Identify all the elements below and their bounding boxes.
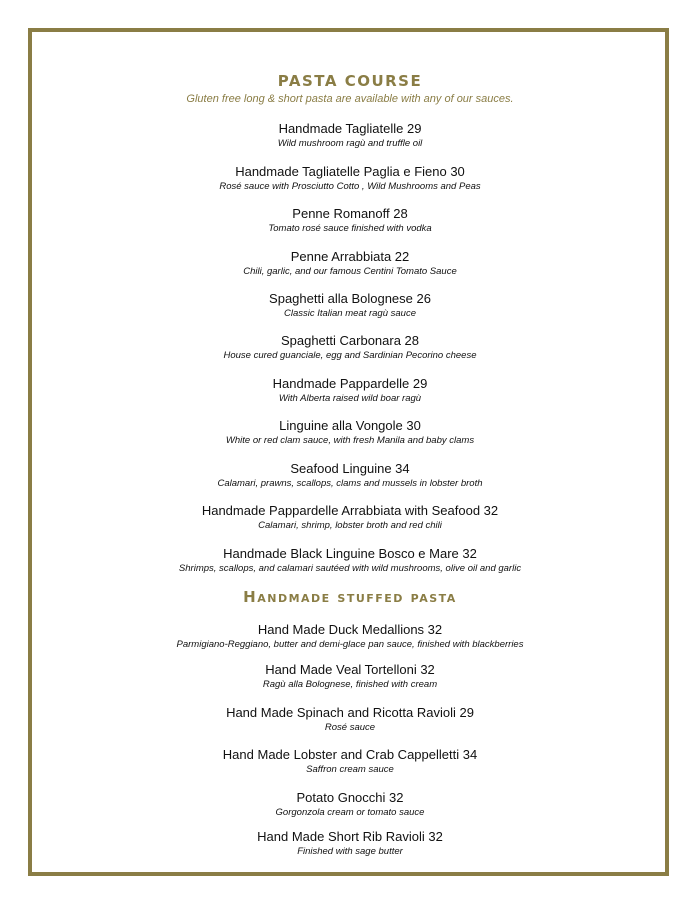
pasta-course-title: PASTA COURSE	[277, 72, 423, 90]
menu-item-description: Chili, garlic, and our famous Centini Tomato Sauce	[243, 266, 457, 277]
menu-item	[0, 705, 700, 734]
menu-item-description: Saffron cream sauce	[306, 764, 394, 775]
menu-item	[0, 121, 700, 150]
menu-item-name: Handmade Tagliatelle Paglia e Fieno 30	[235, 164, 465, 179]
menu-item-name: Hand Made Short Rib Ravioli 32	[257, 829, 443, 844]
menu-item	[0, 790, 700, 819]
menu-item	[0, 376, 700, 405]
menu-item-name: Hand Made Veal Tortelloni 32	[265, 662, 435, 677]
menu-item-description: Classic Italian meat ragù sauce	[283, 308, 416, 319]
menu-item-name: Penne Arrabbiata 22	[290, 249, 410, 264]
menu-item-name: Hand Made Duck Medallions 32	[257, 622, 443, 637]
menu-item-description: Calamari, shrimp, lobster broth and red chili	[258, 520, 442, 531]
menu-item	[0, 249, 700, 278]
menu-item-description: Finished with sage butter	[297, 846, 403, 857]
menu-item-name: Penne Romanoff 28	[292, 206, 408, 221]
menu-item-name: Spaghetti Carbonara 28	[280, 333, 420, 348]
menu-item	[0, 503, 700, 532]
menu-item-description: Calamari, prawns, scallops, clams and mussels in lobster broth	[217, 478, 483, 489]
menu-item-name: Handmade Black Linguine Bosco e Mare 32	[223, 546, 477, 561]
menu-item-description: White or red clam sauce, with fresh Manila and baby clams	[225, 435, 475, 446]
menu-item-name: Handmade Pappardelle Arrabbiata with Seafood 32	[201, 503, 499, 518]
menu-item-description: Tomato rosé sauce finished with vodka	[268, 223, 432, 234]
menu-item-name: Hand Made Spinach and Ricotta Ravioli 29	[226, 705, 474, 720]
pasta-course-subtitle: Gluten free long & short pasta are available with any of our sauces.	[186, 93, 514, 105]
menu-item	[0, 333, 700, 362]
menu-item	[0, 622, 700, 651]
menu-item	[0, 461, 700, 490]
menu-item	[0, 546, 700, 575]
menu-item	[0, 662, 700, 691]
menu-item-description: Parmigiano-Reggiano, butter and demi-glace pan sauce, finished with blackberries	[176, 639, 524, 650]
menu-item-description: Rosé sauce	[324, 722, 376, 733]
menu-item	[0, 206, 700, 235]
menu-item	[0, 164, 700, 193]
menu-item-description: Wild mushroom ragù and truffle oil	[277, 138, 423, 149]
menu-item-description: Ragù alla Bolognese, finished with cream	[262, 679, 438, 690]
menu-item	[0, 418, 700, 447]
menu-item-description: House cured guanciale, egg and Sardinian Pecorino cheese	[223, 350, 477, 361]
menu-item-name: Potato Gnocchi 32	[296, 790, 404, 805]
menu-item-name: Seafood Linguine 34	[290, 461, 410, 476]
menu-item-name: Spaghetti alla Bolognese 26	[269, 291, 431, 306]
menu-item-name: Handmade Pappardelle 29	[272, 376, 428, 391]
menu-item	[0, 291, 700, 320]
menu-item-description: With Alberta raised wild boar ragù	[278, 393, 422, 404]
menu-item-description: Gorgonzola cream or tomato sauce	[275, 807, 425, 818]
menu-item-description: Rosé sauce with Prosciutto Cotto , Wild Mushrooms and Peas	[219, 181, 481, 192]
menu-item-description: Shrimps, scallops, and calamari sautéed with wild mushrooms, olive oil and garlic	[178, 563, 522, 574]
stuffed-pasta-title: Handmade stuffed pasta	[243, 588, 457, 606]
menu-item-name: Hand Made Lobster and Crab Cappelletti 34	[222, 747, 478, 762]
menu-item	[0, 829, 700, 858]
menu-item-name: Handmade Tagliatelle 29	[278, 121, 422, 136]
menu-item	[0, 747, 700, 776]
menu-item-name: Linguine alla Vongole 30	[279, 418, 421, 433]
